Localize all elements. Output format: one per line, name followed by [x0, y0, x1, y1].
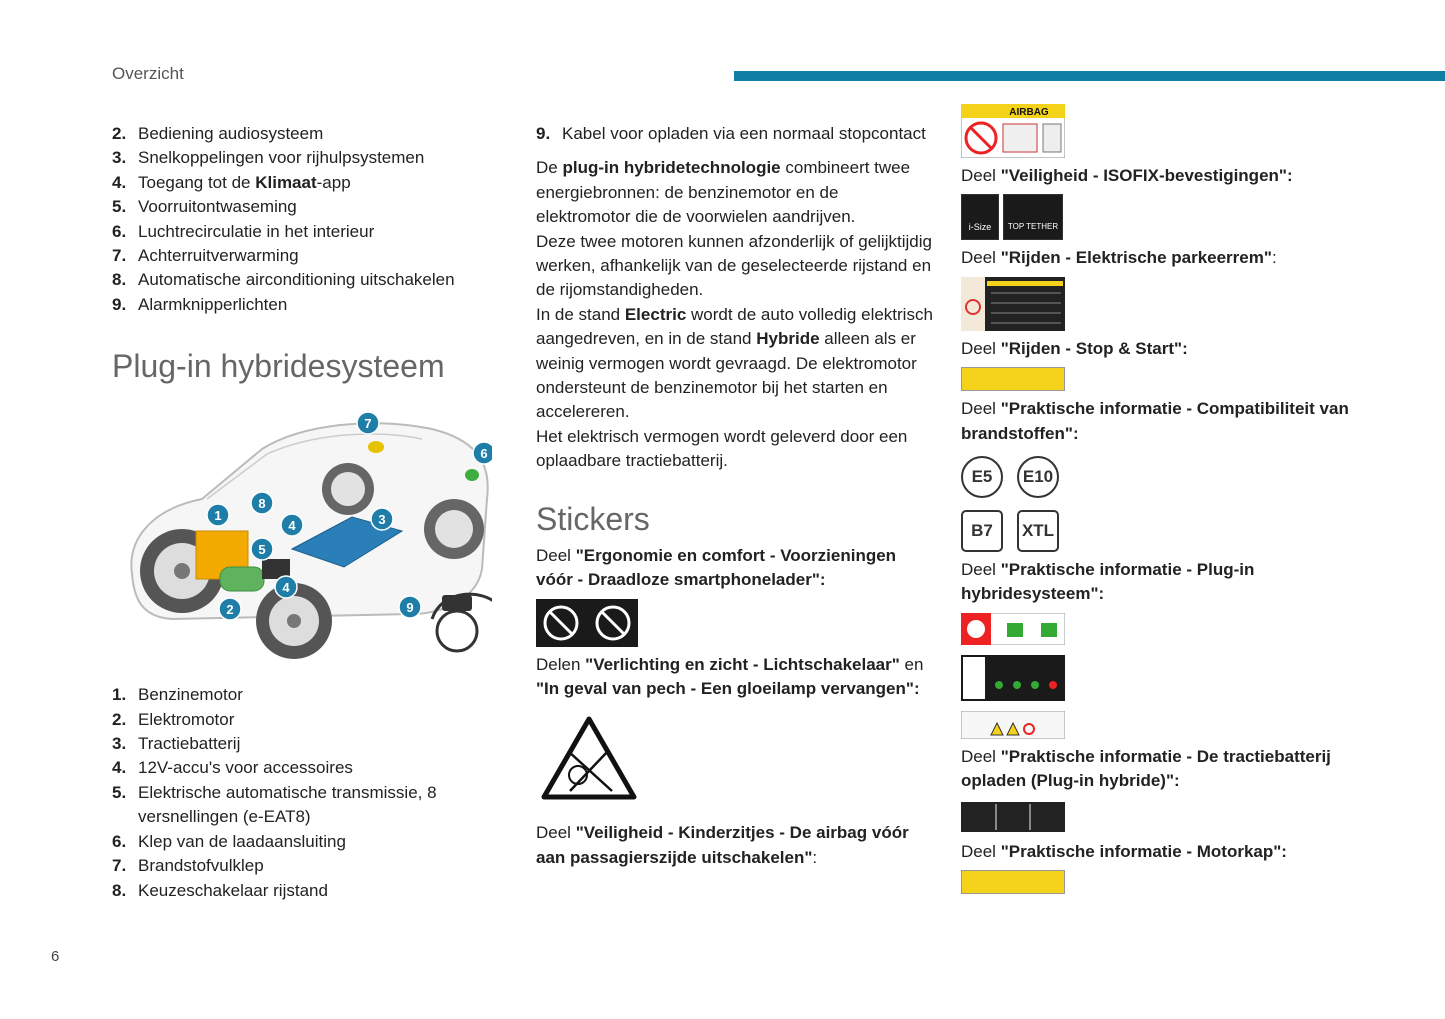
- fuel-e10-icon: E10: [1017, 456, 1059, 498]
- bonnet-sticker: [961, 870, 1361, 894]
- list-item: 7. Brandstofvulklep: [112, 856, 264, 876]
- fuel-e5-icon: E5: [961, 456, 1003, 498]
- sticker-caption: Deel "Ergonomie en comfort - Voorzieningen vóór - Draadloze smartphonelader":: [536, 545, 897, 590]
- callout-6: 6: [480, 446, 488, 462]
- sticker-caption: Delen "Verlichting en zicht - Lichtschakelaar" en "In geval van pech - Een gloeilamp vervangen":: [536, 654, 924, 698]
- no-card-icon: [536, 599, 638, 647]
- charging-cable-icon: [432, 594, 492, 651]
- sticker-caption: Deel "Veiligheid - Kinderzitjes - De airbag vóór aan passagierszijde uitschakelen":: [536, 823, 909, 867]
- section-heading: Plug-in hybridesysteem: [112, 348, 445, 385]
- bonnet-warning-icon: [961, 870, 1065, 894]
- callout-3: 3: [378, 512, 386, 528]
- fuel-flap-shape: [368, 441, 384, 453]
- list-item: 2. Elektromotor: [112, 709, 235, 729]
- parking-brake-sticker: [961, 277, 1361, 331]
- callout-4b: 4: [282, 580, 290, 596]
- column-left: [112, 122, 492, 903]
- section-label: Overzicht: [112, 64, 184, 83]
- column-right: [961, 104, 1361, 900]
- list-item: 3. Tractiebatterij: [112, 734, 241, 754]
- hybrid-safe-icon: [961, 613, 1065, 645]
- sticker-caption: Deel "Rijden - Stop & Start":: [961, 338, 1188, 358]
- cable-item: [536, 122, 934, 146]
- warning-triangle-icon: [540, 715, 638, 803]
- fuel-stickers-row1: [961, 456, 1361, 498]
- lamp-warning-sticker: [540, 715, 934, 803]
- parking-brake-icon: [961, 277, 1065, 331]
- callout-4: 4: [288, 518, 296, 534]
- sticker-caption: Deel "Praktische informatie - Compatibiliteit van brandstoffen":: [961, 399, 1349, 443]
- hybrid-warnings-icon: [961, 711, 1065, 739]
- fuel-b7-icon: B7: [961, 510, 1003, 552]
- plug-in-hybrid-stickers: [961, 613, 1361, 739]
- callout-1: 1: [214, 508, 222, 524]
- stop-start-sticker: [961, 367, 1361, 391]
- i-size-icon: i-Size: [961, 194, 999, 240]
- intro-paragraph: De plug-in hybridetechnologie combineert twee energiebronnen: de benzinemotor en de elektromotor die de voorwielen aandrijven. Deze twee motoren kunnen afzonderlijk of gelijktijdig werken, afhankelijk van de geselecteerde rijstand en de rijomstandigheden. In de stand Electric wordt de auto volledig elektrisch aangedreven, en in de stand Hybride alleen als er weinig vermogen wordt gevraagd. De elektromotor ondersteunt de benzinemotor bij het starten en accelereren. Het elektrisch vermogen wordt geleverd door een oplaadbare tractiebatterij.: [536, 158, 933, 471]
- list-item: 6. Luchtrecirculatie in het interieur: [112, 221, 375, 241]
- list-item: 5. Elektrische automatische transmissie, 8 versnellingen (e-EAT8): [112, 782, 437, 827]
- charging-sticker-icon: [961, 802, 1065, 832]
- stop-start-warning-icon: [961, 367, 1065, 391]
- list-item: 4. Toegang tot de Klimaat-app: [112, 172, 351, 192]
- sticker-caption: Deel "Rijden - Elektrische parkeerrem":: [961, 248, 1277, 268]
- wheel-icon: [322, 463, 374, 515]
- svg-text:AIRBAG: AIRBAG: [1009, 107, 1049, 118]
- list-item: 8. Keuzeschakelaar rijstand: [112, 880, 328, 900]
- header-accent-bar: [734, 71, 1445, 81]
- list-item: 9. Alarmknipperlichten: [112, 294, 288, 314]
- list-item: 8. Automatische airconditioning uitschakelen: [112, 270, 455, 290]
- stickers-heading: Stickers: [536, 500, 650, 537]
- electric-motor-shape: [220, 567, 264, 591]
- list-item: 3. Snelkoppelingen voor rijhulpsystemen: [112, 148, 425, 168]
- column-middle: [536, 122, 934, 870]
- callout-2: 2: [226, 602, 234, 618]
- list-item: 4. 12V-accu's voor accessoires: [112, 758, 353, 778]
- list-item: 9. Kabel voor opladen via een normaal stopcontact: [536, 124, 926, 143]
- page-number: 6: [51, 948, 60, 965]
- sticker-caption: Deel "Veiligheid - ISOFIX-bevestigingen":: [961, 166, 1293, 185]
- airbag-sticker-icon: [961, 104, 1065, 158]
- list-item: 2. Bediening audiosysteem: [112, 124, 324, 143]
- fuel-stickers-row2: [961, 510, 1361, 552]
- list-item: 6. Klep van de laadaansluiting: [112, 831, 346, 851]
- hybrid-status-icon: [961, 655, 1065, 701]
- sticker-caption: Deel "Praktische informatie - De tractiebatterij opladen (Plug-in hybride)":: [961, 746, 1331, 791]
- controls-list: [112, 122, 492, 317]
- list-item: 1. Benzinemotor: [112, 685, 243, 705]
- isofix-stickers: [961, 194, 1361, 240]
- callout-9: 9: [406, 600, 414, 616]
- list-item: 5. Voorruitontwaseming: [112, 197, 297, 217]
- top-tether-icon: TOP TETHER: [1003, 194, 1063, 240]
- callout-5: 5: [258, 542, 266, 558]
- wheel-icon: [424, 499, 484, 559]
- callout-7: 7: [364, 416, 372, 432]
- components-list: [112, 683, 492, 903]
- sticker-caption: Deel "Praktische informatie - Motorkap":: [961, 841, 1287, 861]
- hybrid-car-diagram: [112, 399, 492, 667]
- wireless-charger-sticker: [536, 599, 934, 647]
- fuel-xtl-icon: XTL: [1017, 510, 1059, 552]
- sticker-caption: Deel "Praktische informatie - Plug-in hybridesysteem":: [961, 560, 1255, 604]
- callout-8: 8: [258, 496, 266, 512]
- charge-flap-shape: [465, 469, 479, 481]
- list-item: 7. Achterruitverwarming: [112, 246, 299, 266]
